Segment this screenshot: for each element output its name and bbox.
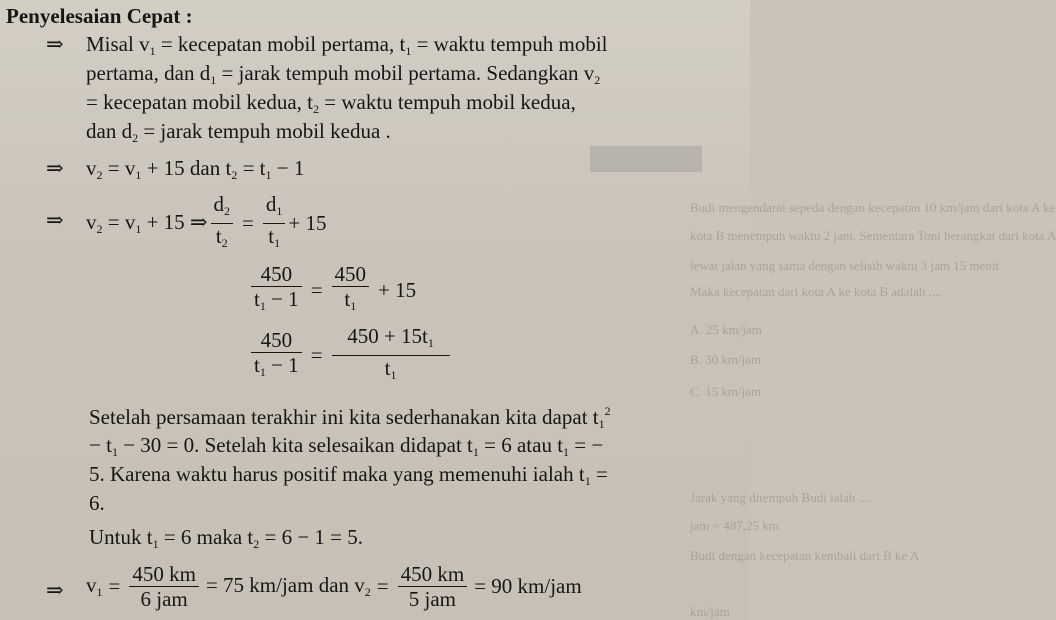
equation-final-speeds: $v_1$ = $\frac{450 km}{\text{6 jam}}$ = 75 km/jam dan $v_2$ = $\frac{450 km}{\text{5 jam}}$ = 90 km/jam	[86, 562, 582, 611]
fraction: $\frac{450}{t_1 - 1}$	[251, 262, 302, 318]
text-line: Misal $v_1$ = kecepatan mobil pertama, $t_1$ = waktu tempuh mobil	[86, 32, 608, 58]
text-line: − $t_1 - 30 = 0$. Setelah kita selesaikan didapat $t_1 = 6$ atau $t_1$ = −	[89, 433, 604, 459]
ghost-text: km/jam	[690, 604, 730, 619]
implies-arrow: ⇒	[46, 32, 64, 56]
ghost-text: Budi mengendarai sepeda dengan kecepatan 10 km/jam dari kota A ke	[690, 200, 1056, 215]
ghost-text: Budi dengan kecepatan kembali dari B ke A	[690, 548, 920, 563]
text-line: Setelah persamaan terakhir ini kita sederhanakan kita dapat $t_1^2$	[89, 404, 611, 431]
equation-ratio: $v_2 = v_1 + 15$ ⇒ $\frac{d_2}{t_2}$ = $\frac{d_1}{t_1}$ + 15	[86, 192, 326, 255]
equation-combined: $\frac{450}{t_1 - 1}$ = $\frac{450 + 15t_1}{t_1}$	[248, 324, 453, 387]
fraction: $\frac{d_1}{t_1}$	[263, 192, 286, 255]
text-line: dan $d_2$ = jarak tempuh mobil kedua .	[86, 119, 391, 145]
section-heading: Penyelesaian Cepat :	[6, 4, 193, 28]
ghost-text: A. 25 km/jam	[690, 322, 762, 337]
ghost-text: lewat jalan yang sama dengan selisih waktu 3 jam 15 menit	[690, 258, 1000, 273]
equation-substituted: $\frac{450}{t_1 - 1}$ = $\frac{450}{t_1}$ + 15	[248, 262, 416, 318]
ghost-text: jam = 487,25 km	[690, 518, 779, 533]
implies-arrow: ⇒	[46, 208, 64, 232]
text-line: 5. Karena waktu harus positif maka yang memenuhi ialah $t_1$ =	[89, 462, 608, 488]
fraction: $\frac{450 + 15t_1}{t_1}$	[332, 324, 450, 387]
fraction: $\frac{450}{t_1 - 1}$	[251, 328, 302, 384]
fraction: $\frac{450}{t_1}$	[332, 262, 370, 318]
text-line: pertama, dan $d_1$ = jarak tempuh mobil pertama. Sedangkan $v_2$	[86, 61, 601, 87]
implies-arrow: ⇒	[46, 156, 64, 180]
implies-arrow: ⇒	[46, 578, 64, 602]
ghost-text: kota B menempuh waktu 2 jam. Sementara Toni berangkat dari kota A	[690, 228, 1056, 243]
fraction: $\frac{450 km}{\text{5 jam}}$	[398, 562, 468, 611]
fraction: $\frac{d_2}{t_2}$	[211, 192, 234, 255]
ghost-text: Maka kecepatan dari kota A ke kota B adalah ....	[690, 284, 942, 299]
ghost-text: C. 15 km/jam	[690, 384, 762, 399]
fraction: $\frac{450 km}{\text{6 jam}}$	[129, 562, 199, 611]
text-line: = kecepatan mobil kedua, $t_2$ = waktu tempuh mobil kedua,	[86, 90, 576, 116]
ghost-text: Jarak yang ditempuh Budi ialah ....	[690, 490, 872, 505]
ghost-label-box	[590, 146, 702, 172]
text-line: 6.	[89, 491, 105, 515]
equation-relation: $v_2 = v_1 + 15$ dan $t_2 = t_1 - 1$	[86, 156, 305, 182]
ghost-text: B. 30 km/jam	[690, 352, 762, 367]
text-line: Untuk $t_1 = 6$ maka $t_2 = 6 - 1 = 5$.	[89, 525, 364, 551]
